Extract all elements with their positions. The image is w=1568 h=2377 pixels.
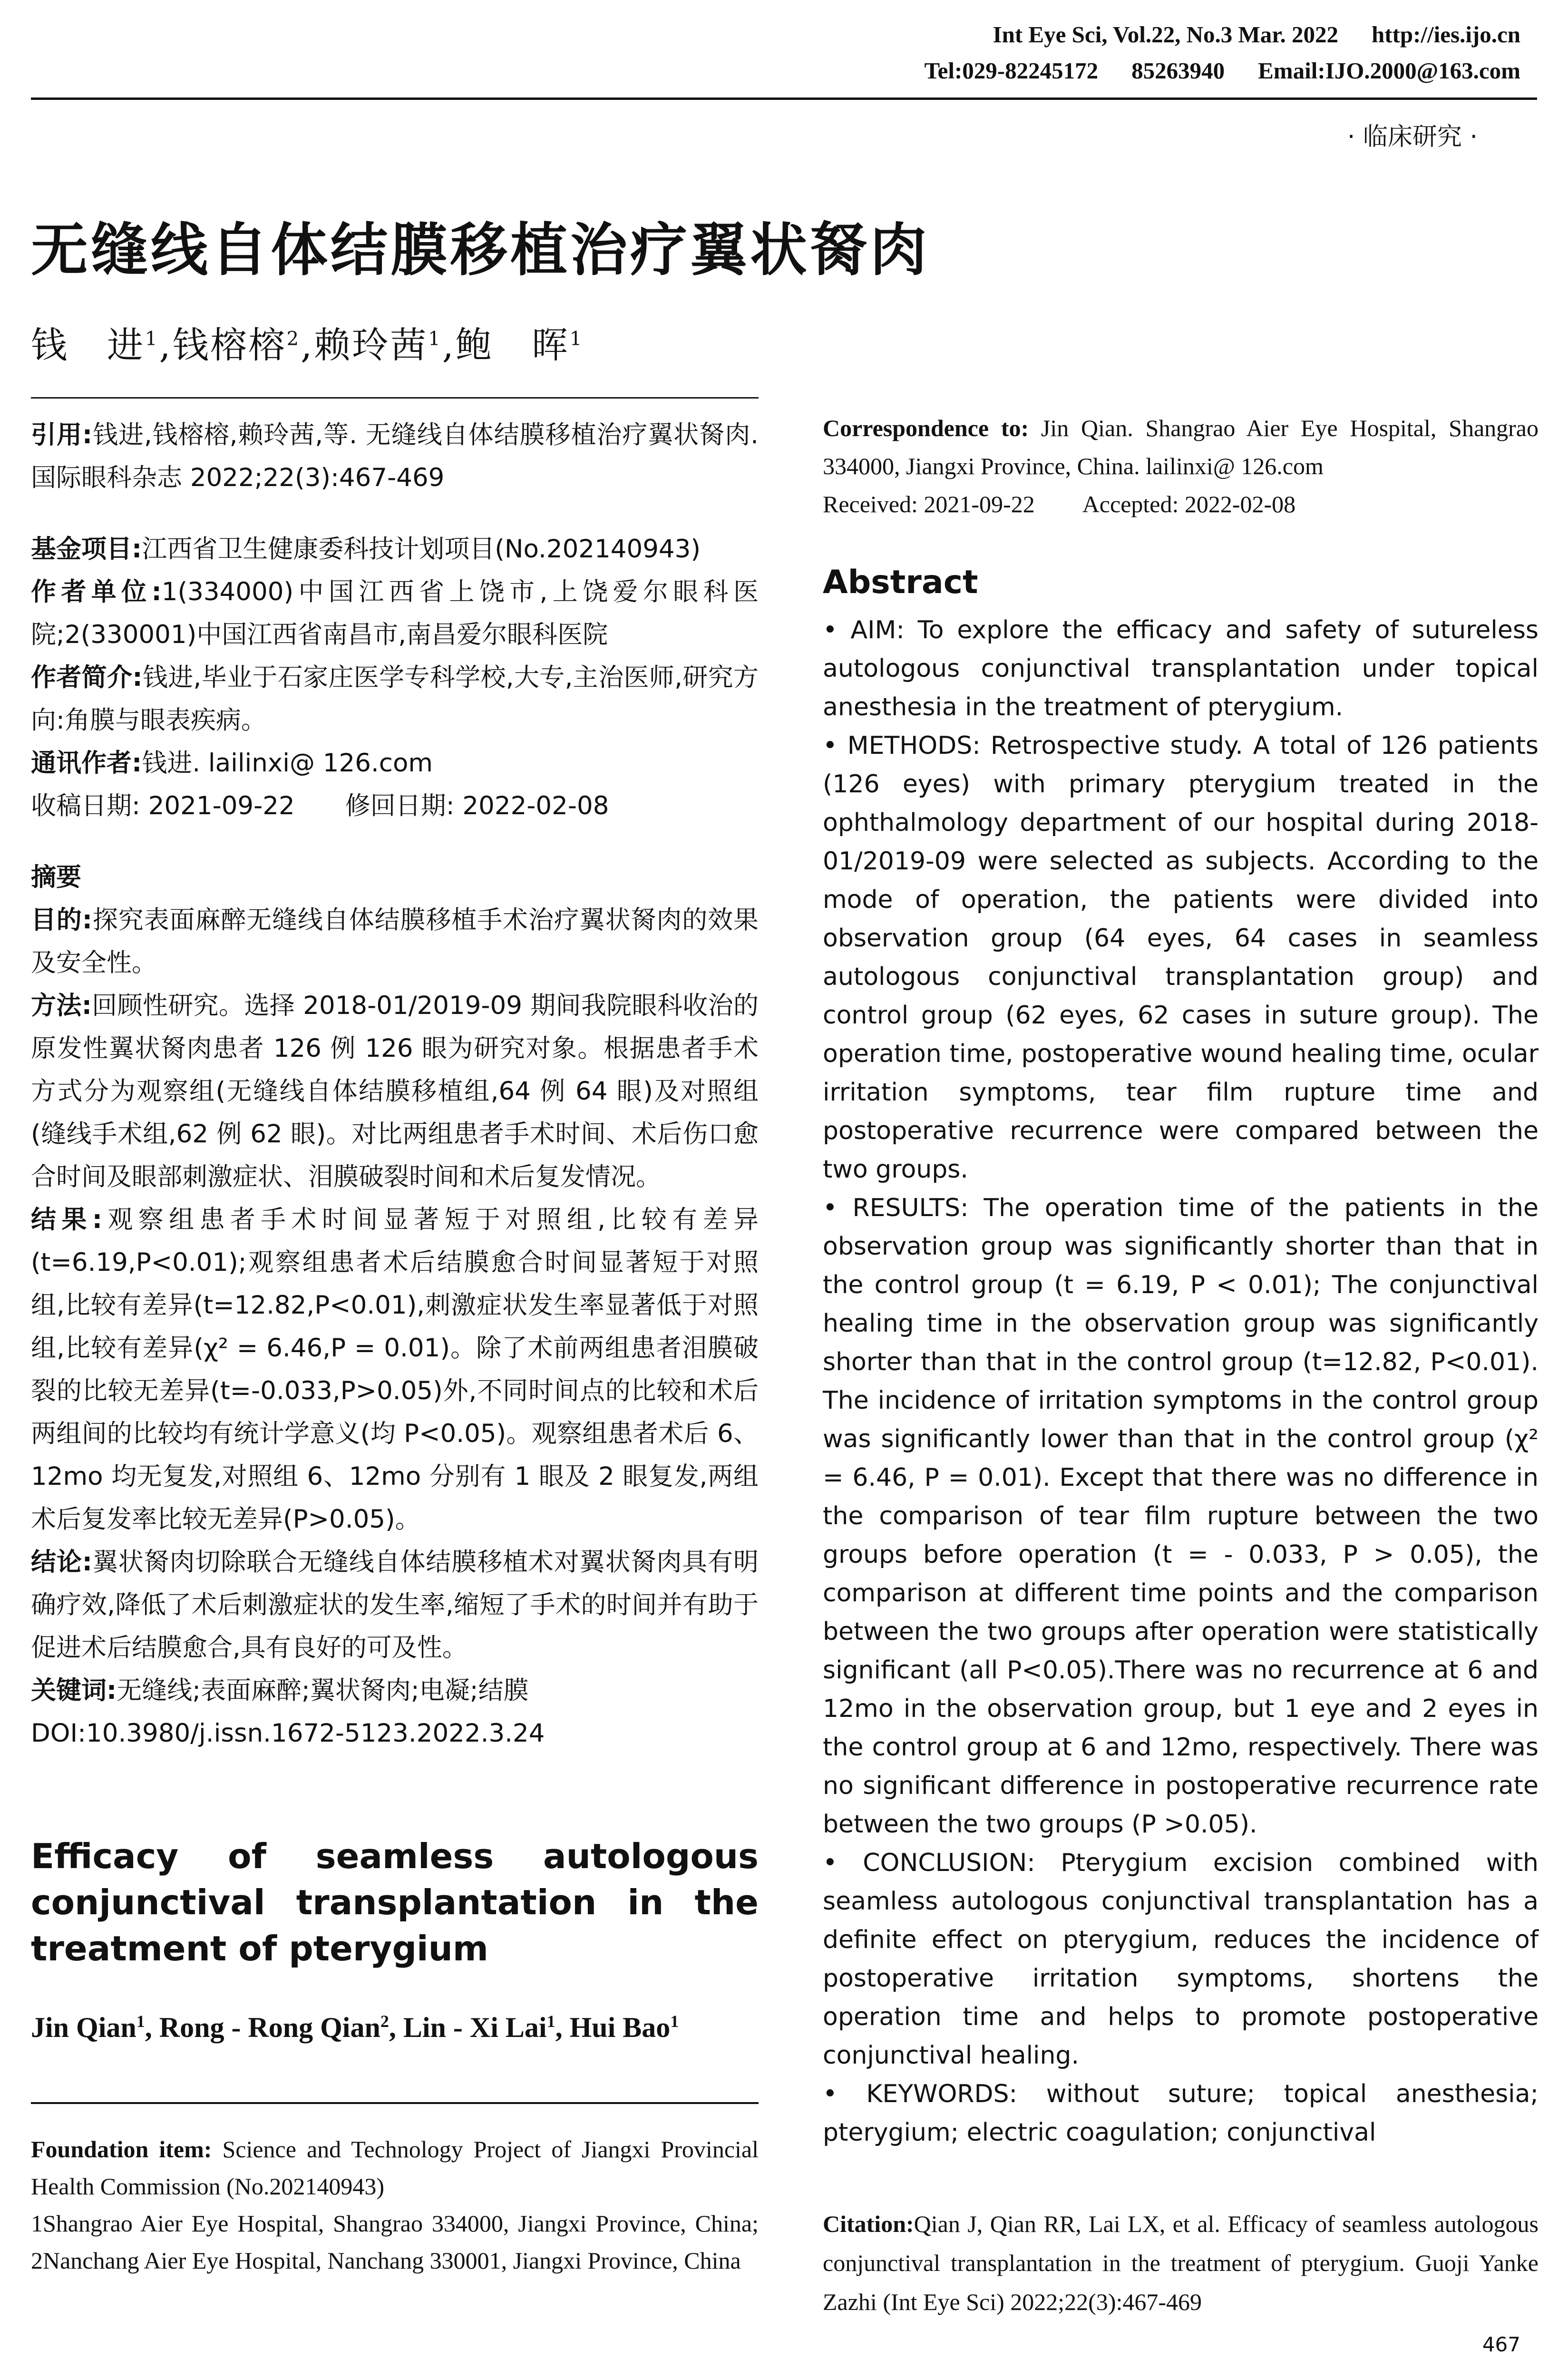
citation-en-block <box>823 2204 1539 2321</box>
author-en-4: , Hui Bao <box>555 2012 671 2043</box>
keywords-en: • KEYWORDS: without suture; topical anesthesia; pterygium; electric coagulation; conjunctival <box>823 2080 1539 2147</box>
citation-en-label: Citation: <box>823 2211 914 2237</box>
author-cn-4: ,鲍 晖 <box>442 324 570 366</box>
aim-cn <box>31 899 759 984</box>
bio-cn-text: 钱进,毕业于石家庄医学专科学校,大专,主治医师,研究方向:角膜与眼表疾病。 <box>31 663 759 735</box>
journal-name: Int Eye Sci, Vol.22, No.3 Mar. 2022 <box>993 21 1338 48</box>
bio-cn <box>31 656 759 742</box>
fund-cn <box>31 528 759 571</box>
conclusion-cn <box>31 1541 759 1669</box>
abstract-cn-heading: 摘要 <box>31 863 81 892</box>
section-label: · 临床研究 · <box>1347 123 1478 151</box>
doi: DOI:10.3980/j.issn.1672-5123.2022.3.24 <box>31 1719 545 1748</box>
results-cn <box>31 1198 759 1541</box>
authors-cn <box>31 316 584 368</box>
corr-cn <box>31 742 759 785</box>
author-en-3-aff: 1 <box>546 2012 555 2031</box>
journal-url: http://ies.ijo.cn <box>1371 21 1520 48</box>
correspondence-text: Jin Qian. Shangrao Aier Eye Hospital, Shangrao 334000, Jiangxi Province, China. lailinxi@ 126.com <box>823 415 1539 479</box>
correspondence-en <box>823 409 1539 485</box>
results-en: • RESULTS: The operation time of the patients in the observation group was significantly shorter than that in the control group (t = 6.19, P < 0.01); The conjunctival healing time in the observation group was significantly shorter than that in the control group (t=12.82, P<0.01). The incidence of irritation symptoms in the control group was significantly lower than that in the control group (χ² = 6.46, P = 0.01). Except that there was no difference in the comparison of tear film rupture between the two groups before operation (t = - 0.033, P > 0.05), the comparison at different time points and the comparison between the two groups after operation were statistically significant (all P<0.05).There was no recurrence at 6 and 12mo in the observation group, but 1 eye and 2 eyes in the control group at 6 and 12mo, respectively. There was no significant difference in postoperative recurrence rate between the two groups (P >0.05). <box>823 1194 1539 1839</box>
author-cn-2-aff: 2 <box>286 328 301 350</box>
aim-cn-text: 探究表面麻醉无缝线自体结膜移植手术治疗翼状胬肉的效果及安全性。 <box>31 906 759 977</box>
unit-cn-label: 作者单位: <box>31 577 162 606</box>
author-en-2: , Rong - Rong Qian <box>145 2012 380 2043</box>
correspondence-block <box>823 409 1539 523</box>
corr-cn-text: 钱进. lailinxi@ 126.com <box>142 749 433 778</box>
foundation-text: Science and Technology Project of Jiangxi Provincial Health Commission (No.202140943) <box>31 2136 759 2200</box>
foundation-label: Foundation item: <box>31 2136 212 2163</box>
corr-cn-label: 通讯作者: <box>31 749 142 778</box>
authors-en-rule <box>31 2102 759 2104</box>
author-en-1: Jin Qian <box>31 2012 136 2043</box>
authors-rule <box>31 397 759 399</box>
author-cn-4-aff: 1 <box>569 328 584 350</box>
author-en-1-aff: 1 <box>136 2012 145 2031</box>
author-cn-1: 钱 进 <box>31 324 145 366</box>
conclusion-cn-text: 翼状胬肉切除联合无缝线自体结膜移植术对翼状胬肉具有明确疗效,降低了术后刺激症状的发生率,缩短了手术的时间并有助于促进术后结膜愈合,具有良好的可及性。 <box>31 1548 759 1662</box>
results-cn-text: 观察组患者手术时间显著短于对照组,比较有差异(t=6.19,P<0.01);观察组患者术后结膜愈合时间显著短于对照组,比较有差异(t=12.82,P<0.01),刺激症状发生率显著低于对照组,比较有差异(χ² = 6.46,P = 0.01)。除了术前两组患者泪膜破裂的比较无差异(t=-0.033,P>0.05)外,不同时间点的比较和术后两组间的比较均有统计学意义(均 P<0.05)。观察组患者术后 6、12mo 均无复发,对照组 6、12mo 分别有 1 眼及 2 眼复发,两组术后复发率比较无差异(P>0.05)。 <box>31 1205 759 1534</box>
page-number: 467 <box>1482 2333 1520 2356</box>
abstract-en-body <box>823 611 1539 2152</box>
header-rule <box>31 97 1537 100</box>
foundation-item <box>31 2131 759 2205</box>
received-accepted: Received: 2021-09-22 Accepted: 2022-02-08 <box>823 491 1296 517</box>
aim-en: • AIM: To explore the efficacy and safety of sutureless autologous conjunctival transplantation under topical anesthesia in the treatment of pterygium. <box>823 616 1539 721</box>
author-en-2-aff: 2 <box>380 2012 389 2031</box>
author-en-3: , Lin - Xi Lai <box>389 2012 547 2043</box>
tel-1: Tel:029-82245172 <box>924 58 1099 84</box>
author-cn-2: ,钱榕榕 <box>159 324 287 366</box>
authors-en <box>31 2000 759 2049</box>
keywords-cn-label: 关键词: <box>31 1676 117 1705</box>
aim-cn-label: 目的: <box>31 906 92 935</box>
results-cn-label: 结果: <box>31 1205 102 1234</box>
keywords-cn <box>31 1669 759 1712</box>
page-title-en: Efficacy of seamless autologous conjunctival transplantation in the treatment of pterygium <box>31 1836 759 1968</box>
email: Email:IJO.2000@163.com <box>1258 58 1520 84</box>
page-title-cn: 无缝线自体结膜移植治疗翼状胬肉 <box>31 217 930 283</box>
keywords-cn-text: 无缝线;表面麻醉;翼状胬肉;电凝;结膜 <box>117 1676 529 1705</box>
author-cn-3-aff: 1 <box>428 328 442 350</box>
citation-cn-text: 钱进,钱榕榕,赖玲茜,等. 无缝线自体结膜移植治疗翼状胬肉. 国际眼科杂志 2022;22(3):467-469 <box>31 420 759 492</box>
methods-en: • METHODS: Retrospective study. A total of 126 patients (126 eyes) with primary pterygium treated in the ophthalmology department of our hospital during 2018-01/2019-09 were selected as subjects. According to the mode of operation, the patients were divided into observation group (64 eyes, 64 cases in seamless autologous conjunctival transplantation group) and control group (62 eyes, 62 cases in suture group). The operation time, postoperative wound healing time, ocular irritation symptoms, tear film rupture time and postoperative recurrence were compared between the two groups. <box>823 731 1539 1184</box>
contact-header <box>924 57 1520 84</box>
fund-cn-text: 江西省卫生健康委科技计划项目(No.202140943) <box>142 535 701 564</box>
citation-cn <box>31 414 759 499</box>
left-column <box>31 414 759 1755</box>
bio-cn-label: 作者简介: <box>31 663 143 692</box>
author-cn-1-aff: 1 <box>145 328 159 350</box>
conclusion-cn-label: 结论: <box>31 1548 92 1577</box>
affiliations-en: 1Shangrao Aier Eye Hospital, Shangrao 334000, Jiangxi Province, China; 2Nanchang Aier Eye Hospital, Nanchang 330001, Jiangxi Province, China <box>31 2210 759 2274</box>
author-en-4-aff: 1 <box>670 2012 679 2031</box>
dates-cn: 收稿日期: 2021-09-22 修回日期: 2022-02-08 <box>31 791 609 820</box>
fund-cn-label: 基金项目: <box>31 535 142 564</box>
citation-en-text: Qian J, Qian RR, Lai LX, et al. Efficacy of seamless autologous conjunctival transplantation in the treatment of pterygium. Guoji Yanke Zazhi (Int Eye Sci) 2022;22(3):467-469 <box>823 2211 1539 2315</box>
foundation-block <box>31 2131 759 2279</box>
tel-2: 85263940 <box>1131 58 1225 84</box>
methods-cn-label: 方法: <box>31 991 92 1020</box>
correspondence-label: Correspondence to: <box>823 415 1029 441</box>
methods-cn <box>31 984 759 1198</box>
journal-header <box>993 21 1520 48</box>
conclusion-en: • CONCLUSION: Pterygium excision combined with seamless autologous conjunctival transplantation has a definite effect on pterygium, reduces the incidence of postoperative irritation symptoms, shortens the operation time and helps to promote postoperative conjunctival healing. <box>823 1849 1539 2070</box>
citation-en <box>823 2204 1539 2321</box>
citation-cn-label: 引用: <box>31 420 93 449</box>
abstract-en-heading: Abstract <box>823 564 978 601</box>
author-cn-3: ,赖玲茜 <box>301 324 429 366</box>
methods-cn-text: 回顾性研究。选择 2018-01/2019-09 期间我院眼科收治的原发性翼状胬肉患者 126 例 126 眼为研究对象。根据患者手术方式分为观察组(无缝线自体结膜移植组,64 例 64 眼)及对照组(缝线手术组,62 例 62 眼)。对比两组患者手术时间、术后伤口愈合时间及眼部刺激症状、泪膜破裂时间和术后复发情况。 <box>31 991 759 1191</box>
unit-cn-text: 1(334000)中国江西省上饶市,上饶爱尔眼科医院;2(330001)中国江西省南昌市,南昌爱尔眼科医院 <box>31 577 759 649</box>
unit-cn <box>31 571 759 656</box>
